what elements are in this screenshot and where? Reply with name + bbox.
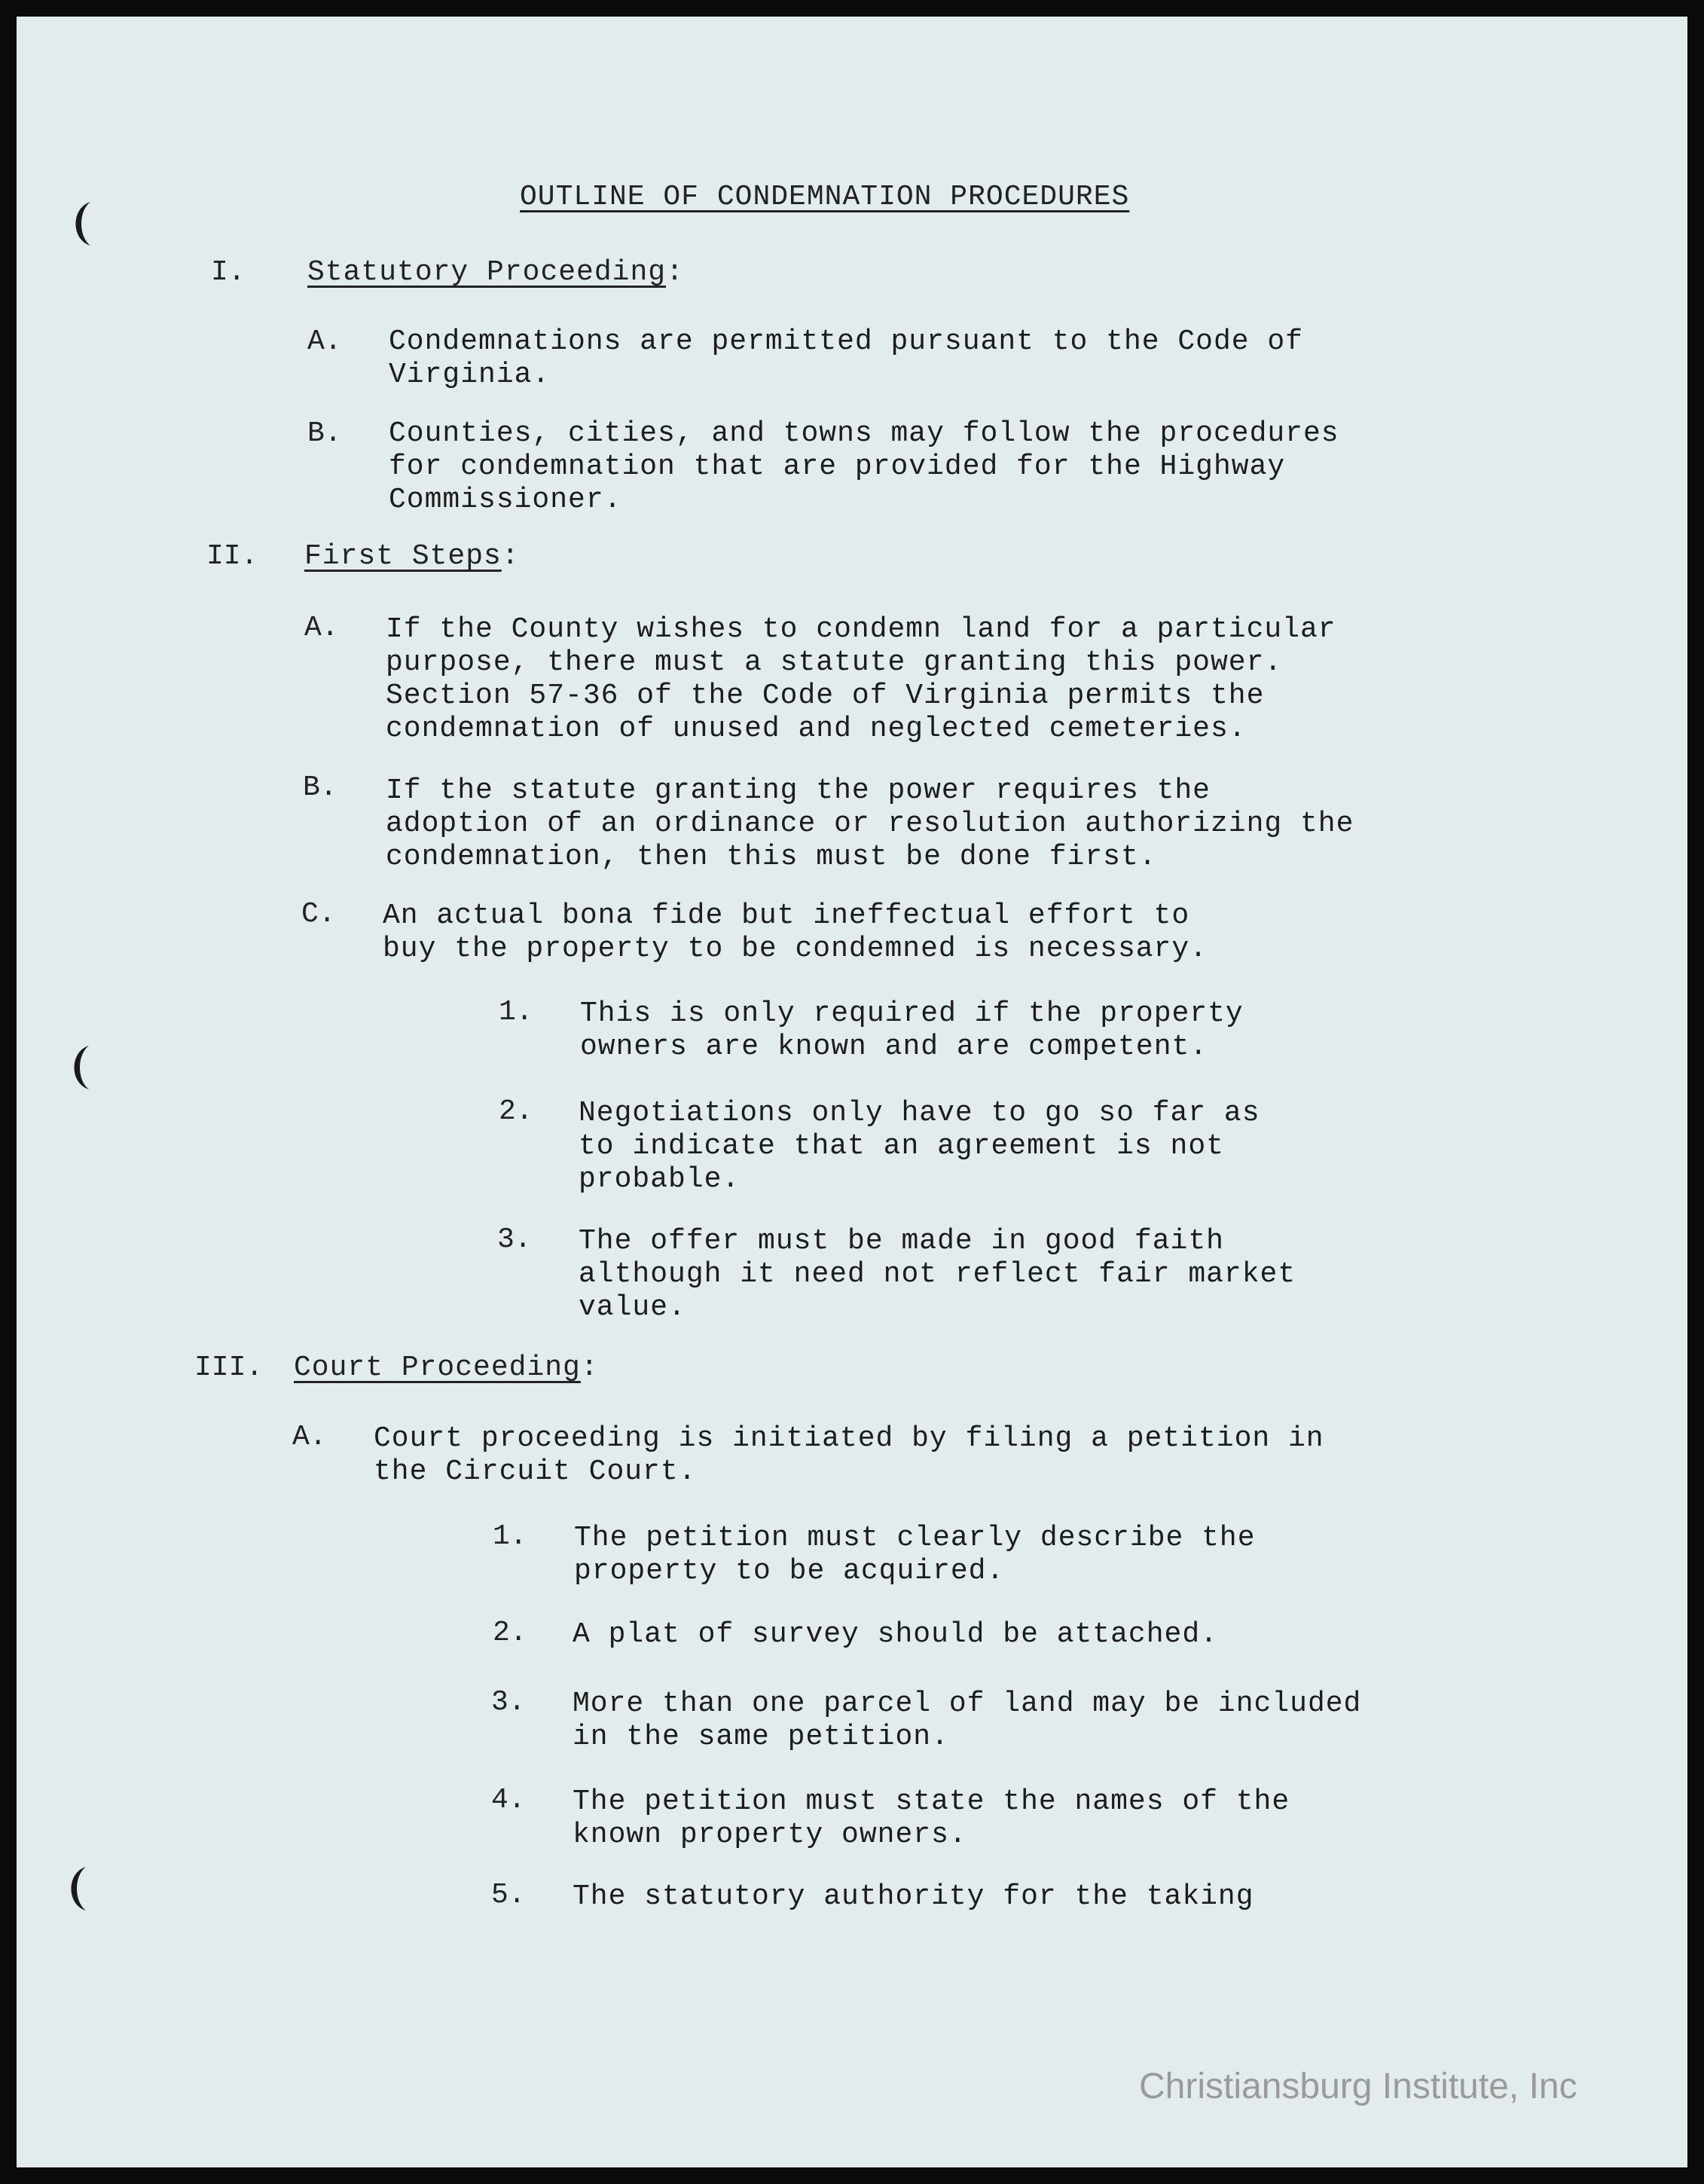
item-text: Court proceeding is initiated by filing a petition in the Circuit Court. (374, 1422, 1324, 1488)
subitem-label: 1. (493, 1520, 527, 1553)
item-label: C. (301, 898, 336, 930)
punch-hole-icon (60, 1041, 105, 1094)
section-heading-text: Court Proceeding (294, 1352, 581, 1384)
item-label: A. (307, 325, 342, 358)
item-label: A. (292, 1421, 327, 1453)
section-heading: Court Proceeding: (294, 1352, 599, 1384)
item-text: If the statute granting the power requires the adoption of an ordinance or resolution authorizing the condemnation, then this must be done first. (386, 774, 1354, 873)
subitem-label: 5. (491, 1879, 526, 1911)
item-text: If the County wishes to condemn land for a particular purpose, there must a statute granting this power. Section 57-36 of the Code of Virginia permits the condemnation of unused and neglected cemeteries. (386, 613, 1336, 745)
punch-hole-icon (62, 197, 107, 250)
subitem-text: The offer must be made in good faith although it need not reflect fair market value. (579, 1225, 1296, 1324)
subitem-label: 1. (499, 996, 533, 1028)
subitem-text: More than one parcel of land may be included in the same petition. (573, 1688, 1362, 1753)
document-page (17, 17, 1687, 2167)
item-text: Counties, cities, and towns may follow the procedures for condemnation that are provided for the Highway Commissioner. (389, 417, 1339, 516)
watermark: Christiansburg Institute, Inc (1139, 2066, 1577, 2106)
punch-hole-icon (57, 1862, 102, 1915)
item-text: An actual bona fide but ineffectual effort to buy the property to be condemned is necessary. (383, 900, 1208, 965)
subitem-label: 4. (491, 1784, 526, 1816)
subitem-label: 2. (499, 1095, 533, 1128)
subitem-text: The statutory authority for the taking (573, 1880, 1254, 1913)
subitem-label: 2. (493, 1617, 527, 1649)
section-heading-text: First Steps (304, 540, 502, 573)
subitem-label: 3. (491, 1686, 526, 1718)
item-label: B. (303, 771, 337, 804)
document-title: OUTLINE OF CONDEMNATION PROCEDURES (520, 181, 1130, 213)
item-label: B. (307, 417, 342, 450)
subitem-text: The petition must clearly describe the property to be acquired. (574, 1522, 1256, 1587)
section-heading: Statutory Proceeding: (307, 256, 684, 289)
item-label: A. (304, 612, 339, 644)
subitem-text: The petition must state the names of the known property owners. (573, 1785, 1290, 1851)
subitem-text: A plat of survey should be attached. (573, 1618, 1218, 1651)
subitem-text: Negotiations only have to go so far as to indicate that an agreement is not probable. (579, 1097, 1260, 1196)
section-number: I. (211, 256, 246, 289)
item-text: Condemnations are permitted pursuant to the Code of Virginia. (389, 325, 1303, 391)
subitem-text: This is only required if the property owners are known and are competent. (580, 997, 1244, 1063)
section-heading-text: Statutory Proceeding (307, 256, 667, 289)
section-number: II. (206, 540, 258, 573)
section-number: III. (194, 1352, 264, 1384)
section-heading: First Steps: (304, 540, 520, 573)
subitem-label: 3. (497, 1223, 532, 1256)
